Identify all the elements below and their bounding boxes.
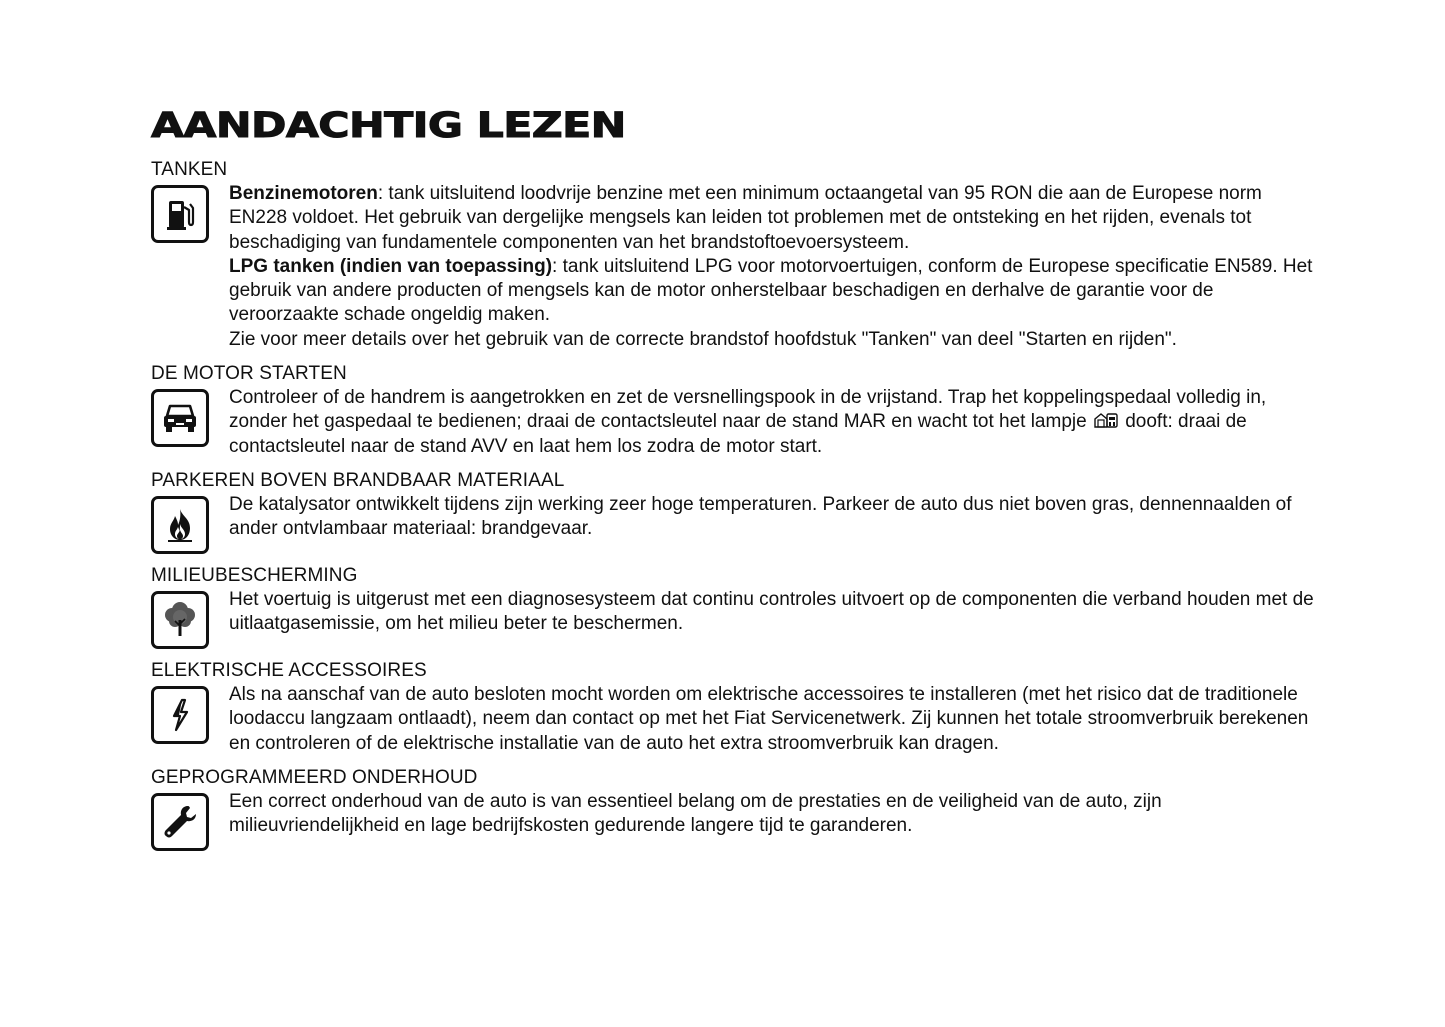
section-heading: PARKEREN BOVEN BRANDBAAR MATERIAAL: [151, 469, 565, 491]
section-elektrische-accessoires: [151, 659, 1321, 756]
car-icon: [151, 389, 209, 447]
motor-text-before: Controleer of de handrem is aangetrokken en zet de versnellingspook in de vrijstand. Trap het koppelingspedaal volledig in, zonder het gaspedaal te bedienen; draai de contactsleutel naar de stand MAR en wacht tot het lampje: [229, 387, 1267, 433]
fuel-pump-icon: [151, 185, 209, 243]
section-parkeren: [151, 469, 1321, 554]
benzine-text: : tank uitsluitend loodvrije benzine met een minimum octaangetal van 95 RON die aan de Europese norm EN228 voldoet. Het gebruik van dergelijke mengsels kan leiden tot problemen met de ontsteking en het rijden, evenals tot beschadiging van fundamentele componenten van het brandstoftoevoersysteem.: [229, 183, 1262, 253]
lpg-text: : tank uitsluitend LPG voor motorvoertuigen, conform de Europese specificatie EN589. Het gebruik van andere producten of mengsels kan de motor onherstelbaar beschadigen en derhalve de garantie voor de veroorzaakte schade ongeldig maken.: [229, 255, 1313, 326]
section-heading: MILIEUBESCHERMING: [151, 564, 358, 586]
tree-icon: [151, 591, 209, 649]
paragraph-lpg: [229, 255, 1321, 328]
section-motor-starten: [151, 362, 1321, 459]
section-milieubescherming: [151, 564, 1321, 649]
paragraph-parkeren: De katalysator ontwikkelt tijdens zijn werking zeer hoge temperaturen. Parkeer de auto dus niet boven gras, dennennaalden of ander ontvlambaar materiaal: brandgevaar.: [229, 493, 1292, 540]
paragraph-milieu: Het voertuig is uitgerust met een diagnosesysteem dat continu controles uitvoert op de componenten die verband houden met de uitlaatgasemissie, om het milieu beter te beschermen.: [229, 588, 1314, 635]
section-tanken: [151, 158, 1321, 352]
benzine-label: Benzinemotoren: [229, 183, 378, 204]
section-heading: ELEKTRISCHE ACCESSOIRES: [151, 659, 427, 681]
section-heading: GEPROGRAMMEERD ONDERHOUD: [151, 766, 478, 788]
lpg-label: LPG tanken (indien van toepassing): [229, 255, 553, 277]
section-geprogrammeerd-onderhoud: [151, 766, 1321, 851]
document-page: [151, 100, 1321, 861]
section-heading: DE MOTOR STARTEN: [151, 363, 347, 385]
paragraph-benzine: [229, 182, 1321, 255]
lpg-warning-lamp-icon: [1092, 410, 1120, 430]
lightning-bolt-icon: [151, 686, 209, 744]
paragraph-reference: Zie voor meer details over het gebruik van de correcte brandstof hoofdstuk "Tanken" van deel "Starten en rijden".: [229, 328, 1177, 350]
wrench-icon: [151, 793, 209, 851]
section-heading: TANKEN: [151, 159, 228, 180]
paragraph-onderhoud: Een correct onderhoud van de auto is van essentieel belang om de prestaties en de veiligheid van de auto, zijn milieuvriendelijkheid en lage bedrijfskosten gedurende langere tijd te garanderen.: [229, 790, 1162, 837]
page-title: AANDACHTIG LEZEN: [151, 106, 626, 146]
paragraph-elektrisch: Als na aanschaf van de auto besloten mocht worden om elektrische accessoires te installeren (met het risico dat de traditionele loodaccu langzaam ontlaadt), neem dan contact op met het Fiat Servicenetwerk. Zij kunnen het totale stroomverbruik berekenen en controleren of de elektrische installatie van de auto het extra stroomverbruik kan dragen.: [229, 683, 1309, 754]
paragraph-motor: [229, 386, 1321, 459]
flame-icon: [151, 496, 209, 554]
motor-text-after: dooft: draai de contactsleutel naar de stand AVV en laat hem los zodra de motor start.: [229, 411, 1247, 457]
